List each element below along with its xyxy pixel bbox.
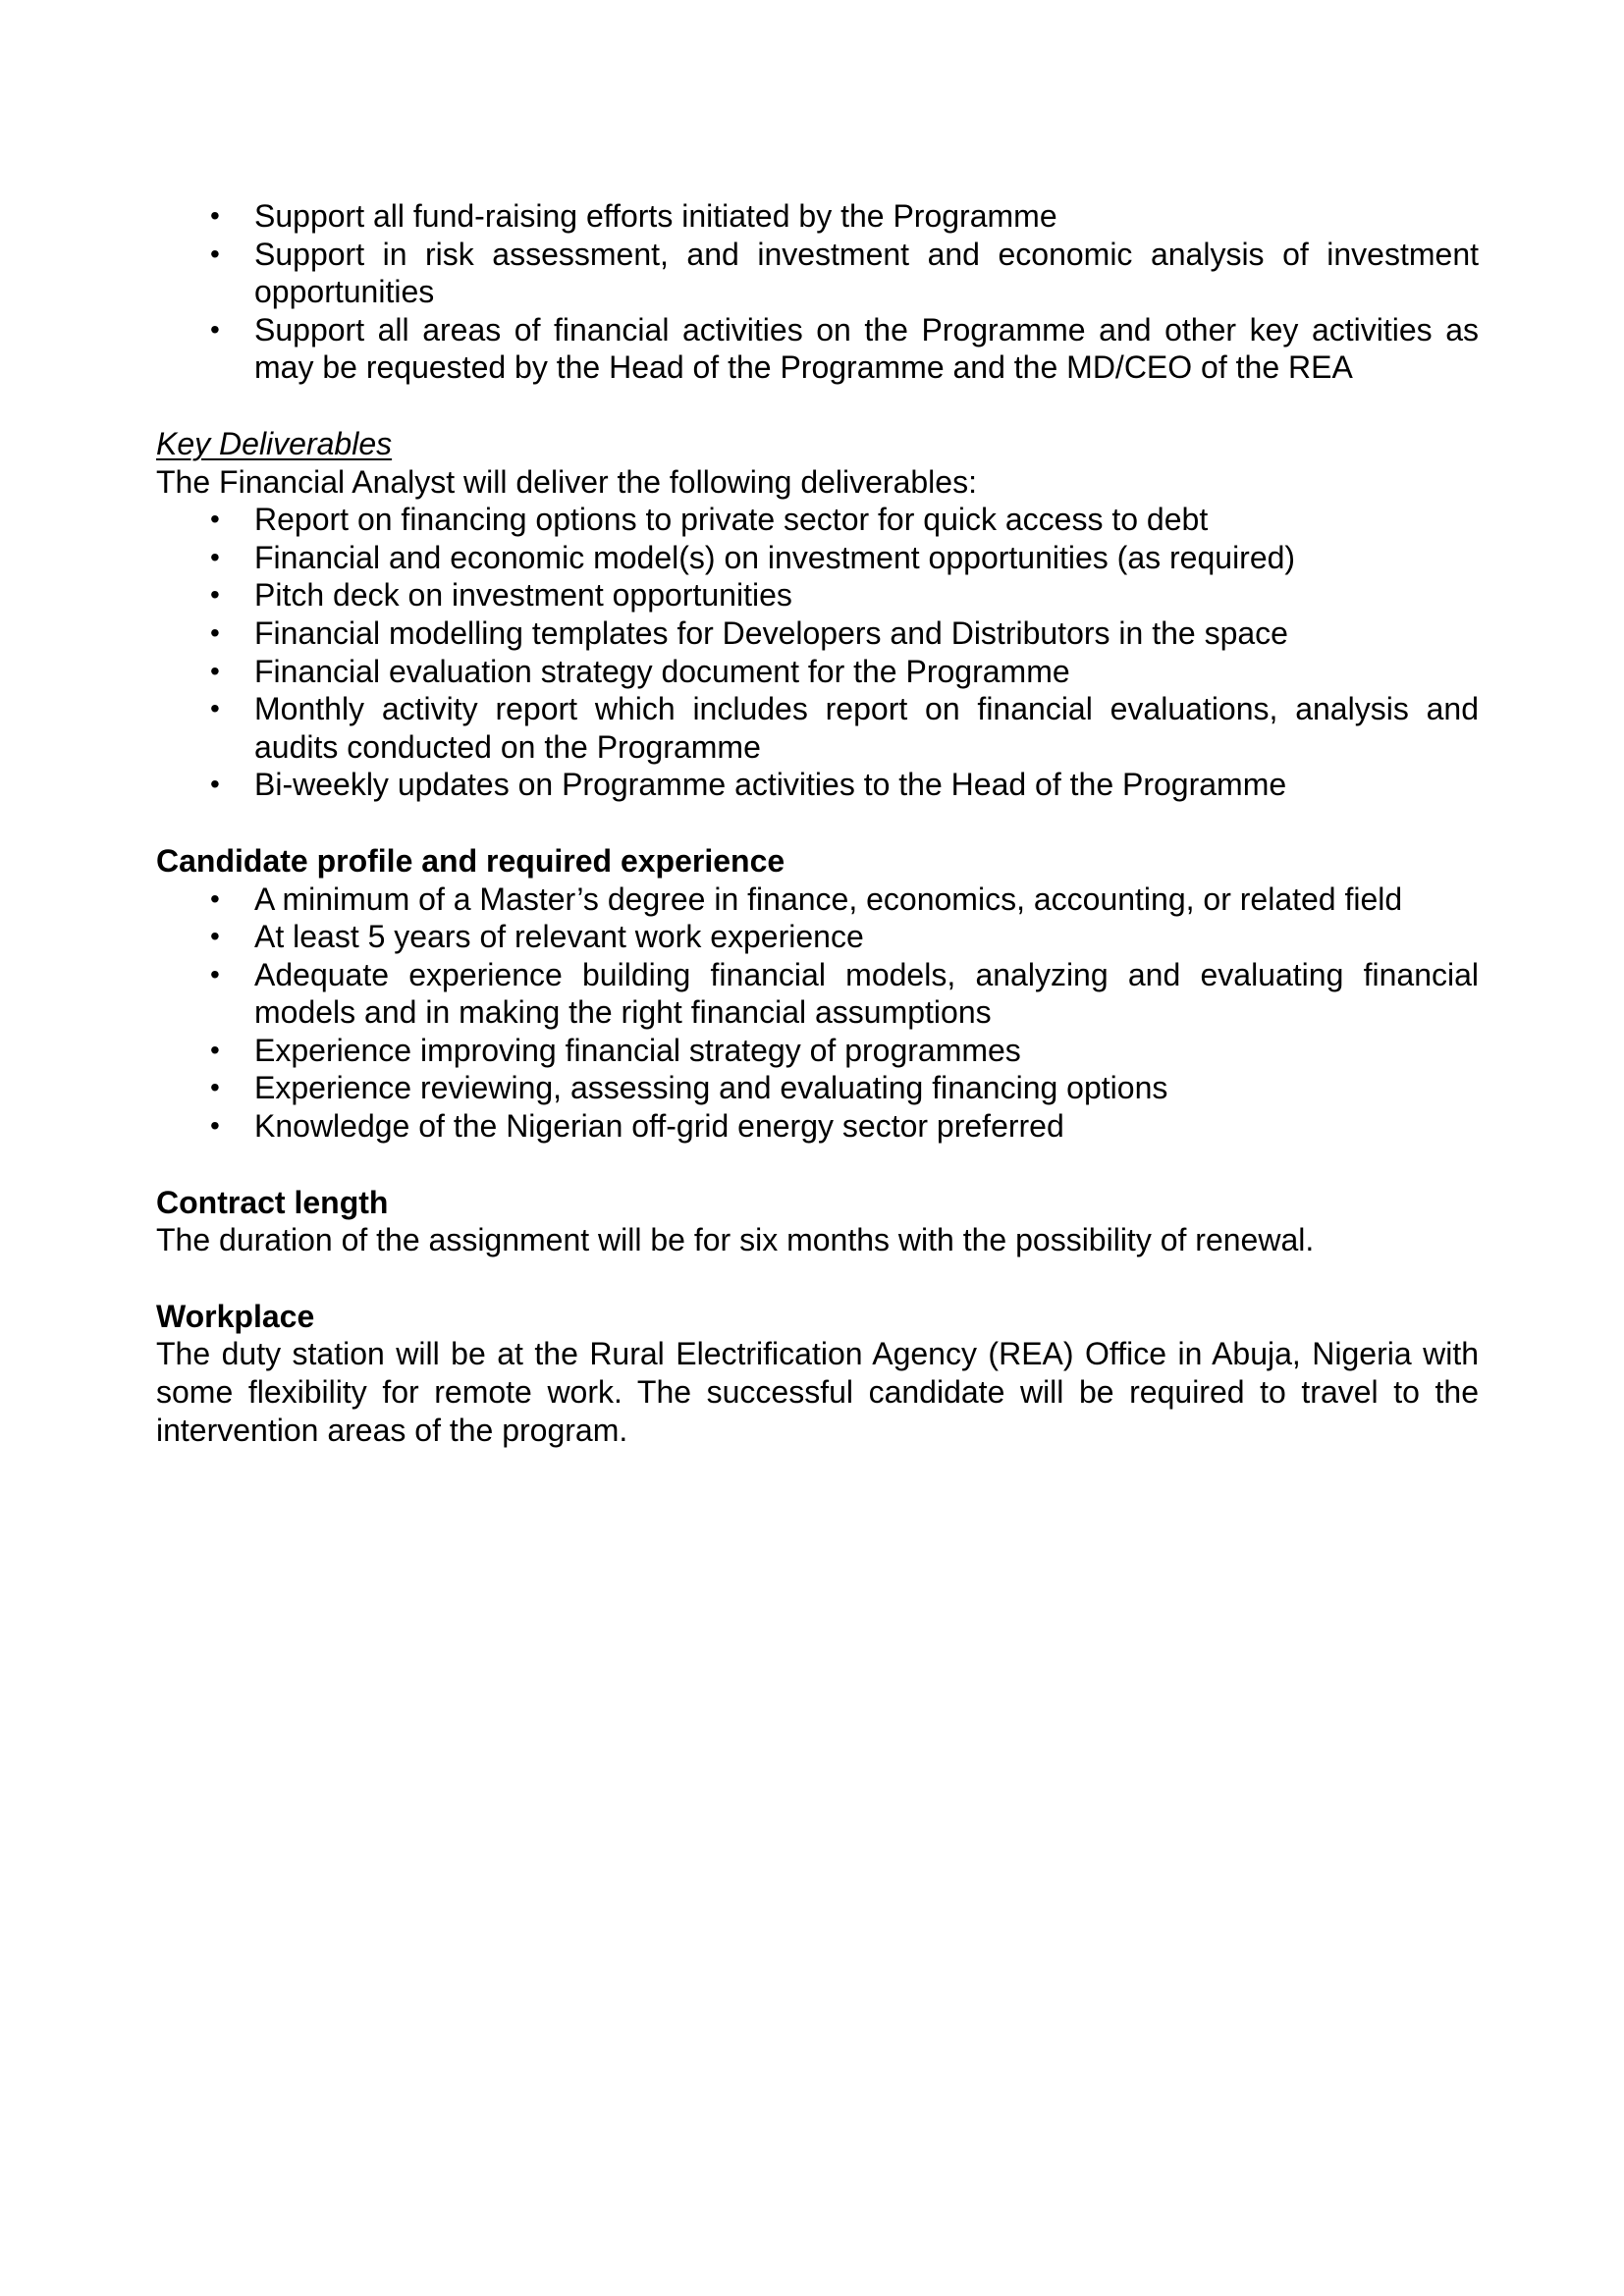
- list-item: • Financial and economic model(s) on investment opportunities (as required): [254, 539, 1479, 577]
- list-item: • Adequate experience building financial models, analyzing and evaluating financial models and in making the right financial assumptions: [254, 956, 1479, 1032]
- spacer: [156, 387, 1479, 425]
- contract-length-heading: Contract length: [156, 1184, 389, 1220]
- contract-length-text: The duration of the assignment will be for six months with the possibility of renewal.: [156, 1222, 1315, 1258]
- spacer: [156, 804, 1479, 842]
- spacer: [156, 1146, 1479, 1184]
- key-deliverables-intro: The Financial Analyst will deliver the following deliverables:: [156, 463, 977, 500]
- list-item: • Monthly activity report which includes report on financial evaluations, analysis and audits conducted on the Programme: [254, 690, 1479, 766]
- candidate-profile-list: [156, 881, 1479, 1146]
- list-item: • Report on financing options to private sector for quick access to debt: [254, 501, 1479, 539]
- list-item: • Support all fund-raising efforts initiated by the Programme: [254, 197, 1479, 236]
- list-item: • Knowledge of the Nigerian off-grid energy sector preferred: [254, 1107, 1479, 1146]
- intro-bullet-list: [156, 197, 1479, 387]
- list-item: • Support all areas of financial activities on the Programme and other key activities as may be requested by the Head of the Programme and the MD/CEO of the REA: [254, 311, 1479, 387]
- key-deliverables-list: [156, 501, 1479, 804]
- key-deliverables-heading: Key Deliverables: [156, 425, 393, 461]
- list-item: • At least 5 years of relevant work experience: [254, 918, 1479, 956]
- document-content: [156, 197, 1479, 1449]
- workplace-text: The duty station will be at the Rural Electrification Agency (REA) Office in Abuja, Nigeria with some flexibility for remote work. The successful candidate will be required to travel to the intervention areas of the program.: [156, 1336, 1479, 1448]
- spacer: [156, 1259, 1479, 1298]
- list-item: • Experience reviewing, assessing and evaluating financing options: [254, 1069, 1479, 1107]
- list-item: • Support in risk assessment, and investment and economic analysis of investment opportunities: [254, 236, 1479, 311]
- list-item: • Bi-weekly updates on Programme activities to the Head of the Programme: [254, 766, 1479, 804]
- list-item: • Experience improving financial strategy of programmes: [254, 1032, 1479, 1070]
- list-item: • Financial evaluation strategy document for the Programme: [254, 653, 1479, 691]
- list-item: • A minimum of a Master’s degree in finance, economics, accounting, or related field: [254, 881, 1479, 919]
- candidate-profile-heading: Candidate profile and required experience: [156, 842, 785, 879]
- workplace-heading: Workplace: [156, 1298, 315, 1334]
- list-item: • Pitch deck on investment opportunities: [254, 576, 1479, 614]
- list-item: • Financial modelling templates for Developers and Distributors in the space: [254, 614, 1479, 653]
